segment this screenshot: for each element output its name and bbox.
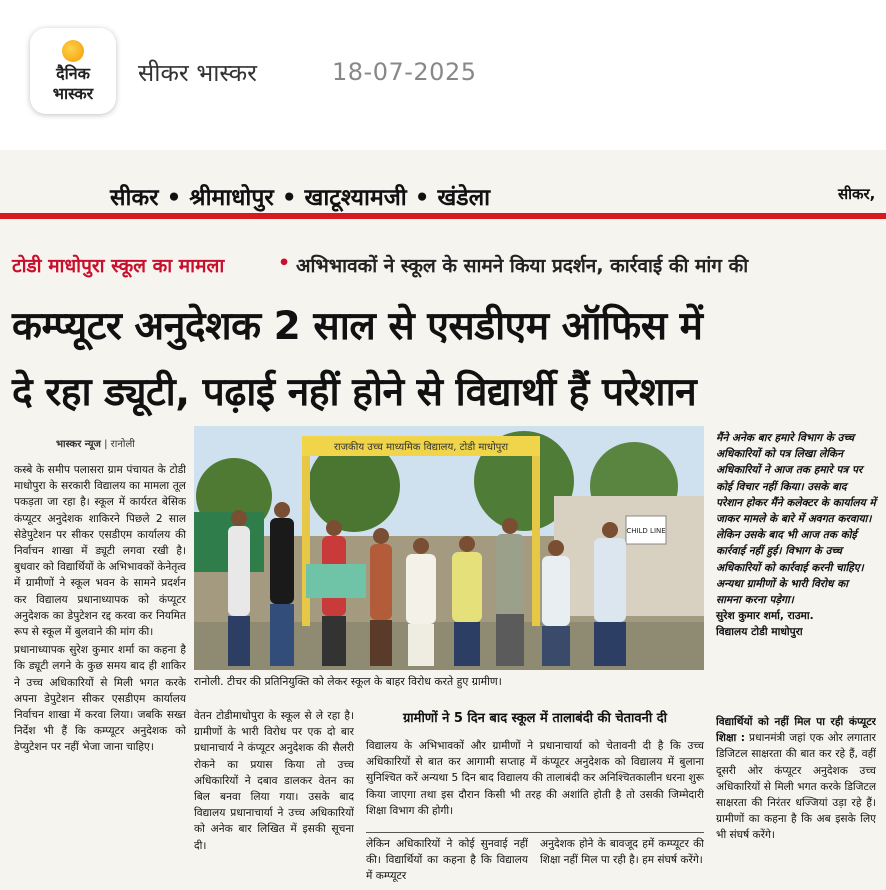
paragraph: वेतन टोडीमाधोपुरा के स्कूल से ले रहा है। ग्रामीणों के भारी विरोध पर एक दो बार प्रधानाचार्य ने कंप्यूटर अनुदेशक की सैलरी रोकने का प्रयास किया तो उच्च अधिकारियों ने दबाव डालकर वेतन का बिल बनवा लिया गया। उसके बाद विद्यालय प्रधानाचार्या ने उच्च अधिकारियों को अनेक बार लिखित में इसकी सूचना दी। xyxy=(194,710,354,852)
paragraph: विद्यालय के अभिभावकों और ग्रामीणों ने प्रधानाचार्या को चेतावनी दी है कि उच्च अधिकारियों से बात कर आगामी सप्ताह में कंप्यूटर अनुदेशक को विद्यालय में बुलाना सुनिश्चित करें अन्यथा 5 दिन बाद विद्यालय की तालाबंदी कर अनिश्चितकालीन धरना शुरू किया जाएगा तथा इस दौरान किसी भी तरह की अशांति होती है तो उसकी जिम्मेदारी शिक्षा विभाग की होगी। xyxy=(366,740,704,817)
byline xyxy=(56,436,135,450)
paragraph: अनुदेशक होने के बावजूद हमें कम्प्यूटर की शिक्षा नहीं मिल पा रही है। हम संघर्ष करेंगे। xyxy=(540,838,704,867)
boxed-subheading: ग्रामीणों ने 5 दिन बाद स्कूल में तालाबंदी की चेतावनी दी xyxy=(402,711,668,726)
edition-title: सीकर भास्कर xyxy=(138,59,257,87)
paragraph-lead: विद्यार्थियों को नहीं मिल पा रही कंप्यूटर शिक्षा : xyxy=(716,716,876,745)
quote-signature-school: विद्यालय टोडी माधोपुरा xyxy=(716,626,803,639)
childline-sign-text: CHILD LINE xyxy=(626,527,666,535)
news-photo xyxy=(194,426,704,670)
protest-photo-illustration xyxy=(194,426,704,670)
divider xyxy=(366,832,704,833)
app-header xyxy=(0,0,886,150)
photo-caption: रानोली. टीचर की प्रतिनियुक्ति को लेकर स्कूल के बाहर विरोध करते हुए ग्रामीण। xyxy=(194,675,502,688)
article-column-left xyxy=(14,462,186,886)
article-column-middle xyxy=(194,708,354,886)
article-column-right xyxy=(716,714,876,886)
quote-signature: सुरेश कुमार शर्मा, राउमा. xyxy=(716,610,814,623)
byline-place: | रानोली xyxy=(100,439,135,450)
red-divider xyxy=(0,213,886,219)
headline-line-2: दे रहा ड्यूटी, पढ़ाई नहीं होने से विद्यार्थी हैं परेशान xyxy=(12,370,697,415)
dainik-bhaskar-logo[interactable] xyxy=(30,28,116,114)
edition-date: 18-07-2025 xyxy=(332,58,477,86)
paragraph xyxy=(716,714,876,844)
boxed-paragraph xyxy=(366,738,704,828)
quote-text: मैंने अनेक बार हमारे विभाग के उच्च अधिकारियों को पत्र लिखा लेकिन अधिकारियों ने आज तक हमारे पत्र पर कोई विचार नहीं किया। उसके बाद परेशान होकर मैंने कलेक्टर के कार्यालय में जाकर मामले के बारे में अवगत करवाया। लेकिन उसके बाद भी आज तक कोई कार्रवाई नहीं हुई। विभाग के उच्च अधिकारियों को कार्रवाई करनी चाहिए। अन्यथा ग्रामीणों के भारी विरोध का सामना करना पड़ेगा। xyxy=(716,432,876,607)
paragraph: प्रधानाध्यापक सुरेश कुमार शर्मा का कहना है कि ड्यूटी लगने के कुछ समय बाद ही शाकिर ने उच्च अधिकारियों से मिली भगत करके अपना डेपुटेशन सीकर एसडीएम कार्यालय निर्वाचन शाखा में करवा लिया। जबकि सख्त निर्देश भी हैं कि कम्प्यूटर अनुदेशक को डेप्युटेशन पर नहीं भेजा जाना चाहिए। xyxy=(14,644,186,754)
pull-quote xyxy=(716,430,876,641)
article-column-bottom-left xyxy=(366,836,528,886)
kicker-bullet: • xyxy=(278,252,291,274)
article-column-bottom-right xyxy=(540,836,704,886)
sun-icon xyxy=(62,40,84,62)
gate-sign-text: राजकीय उच्च माध्यमिक विद्यालय, टोडी माधोपुरा xyxy=(333,442,509,453)
byline-source: भास्कर न्यूज xyxy=(56,439,101,450)
headline-line-1: कम्प्यूटर अनुदेशक 2 साल से एसडीएम ऑफिस में xyxy=(12,304,703,349)
story-kicker: टोडी माधोपुरा स्कूल का मामला xyxy=(12,255,225,277)
city-banner: सीकर • श्रीमाधोपुर • खाटूश्यामजी • खंडेला xyxy=(110,185,491,211)
logo-text-line2: भास्कर xyxy=(52,84,94,103)
paragraph: लेकिन अधिकारियों ने कोई सुनवाई नहीं की। विद्यार्थियों का कहना है कि विद्यालय में कम्प्यूटर xyxy=(366,838,528,883)
story-subkicker: अभिभावकों ने स्कूल के सामने किया प्रदर्शन, कार्रवाई की मांग की xyxy=(296,255,749,277)
dateline-city: सीकर, xyxy=(838,185,876,203)
paragraph-body: प्रधानमंत्री जहां एक ओर लगातार डिजिटल साक्षरता की बात कर रहे हैं, वहीं दूसरी ओर कंप्यूटर अनुदेशक उच्च अधिकारियों से मिली भगत करके डिजिटल साक्षरता की निरंतर धज्जियां उड़ा रहे हैं। ग्रामीणों का कहना है कि अब इसके लिए भी संघर्ष करेंगे। xyxy=(716,732,876,842)
paragraph: कस्बे के समीप पलासरा ग्राम पंचायत के टोडी माधोपुरा के सरकारी विद्यालय का मामला तूल पकड़ता जा रहा है। स्कूल में कार्यरत बेसिक कंप्यूटर अनुदेशक शाकिरने पिछले 2 साल सेडेपुटेशन पर सीकर एसडीएम कार्यालय की निर्वाचन शाखा में ड्यूटी लगवा रखी है। बुधवार को विद्यार्थियों के अभिभावकों केनेतृत्व में ग्रामीणों ने स्कूल भवन के सामने प्रदर्शन कर विद्यालय प्रधानाध्यापक को कंप्यूटर अनुदेशक का डेपुटेशन रद्द करवा कर नियमित रूप से स्कूल में बुलवाने की मांग की। xyxy=(14,464,186,639)
logo-text-line1: दैनिक xyxy=(56,64,90,83)
